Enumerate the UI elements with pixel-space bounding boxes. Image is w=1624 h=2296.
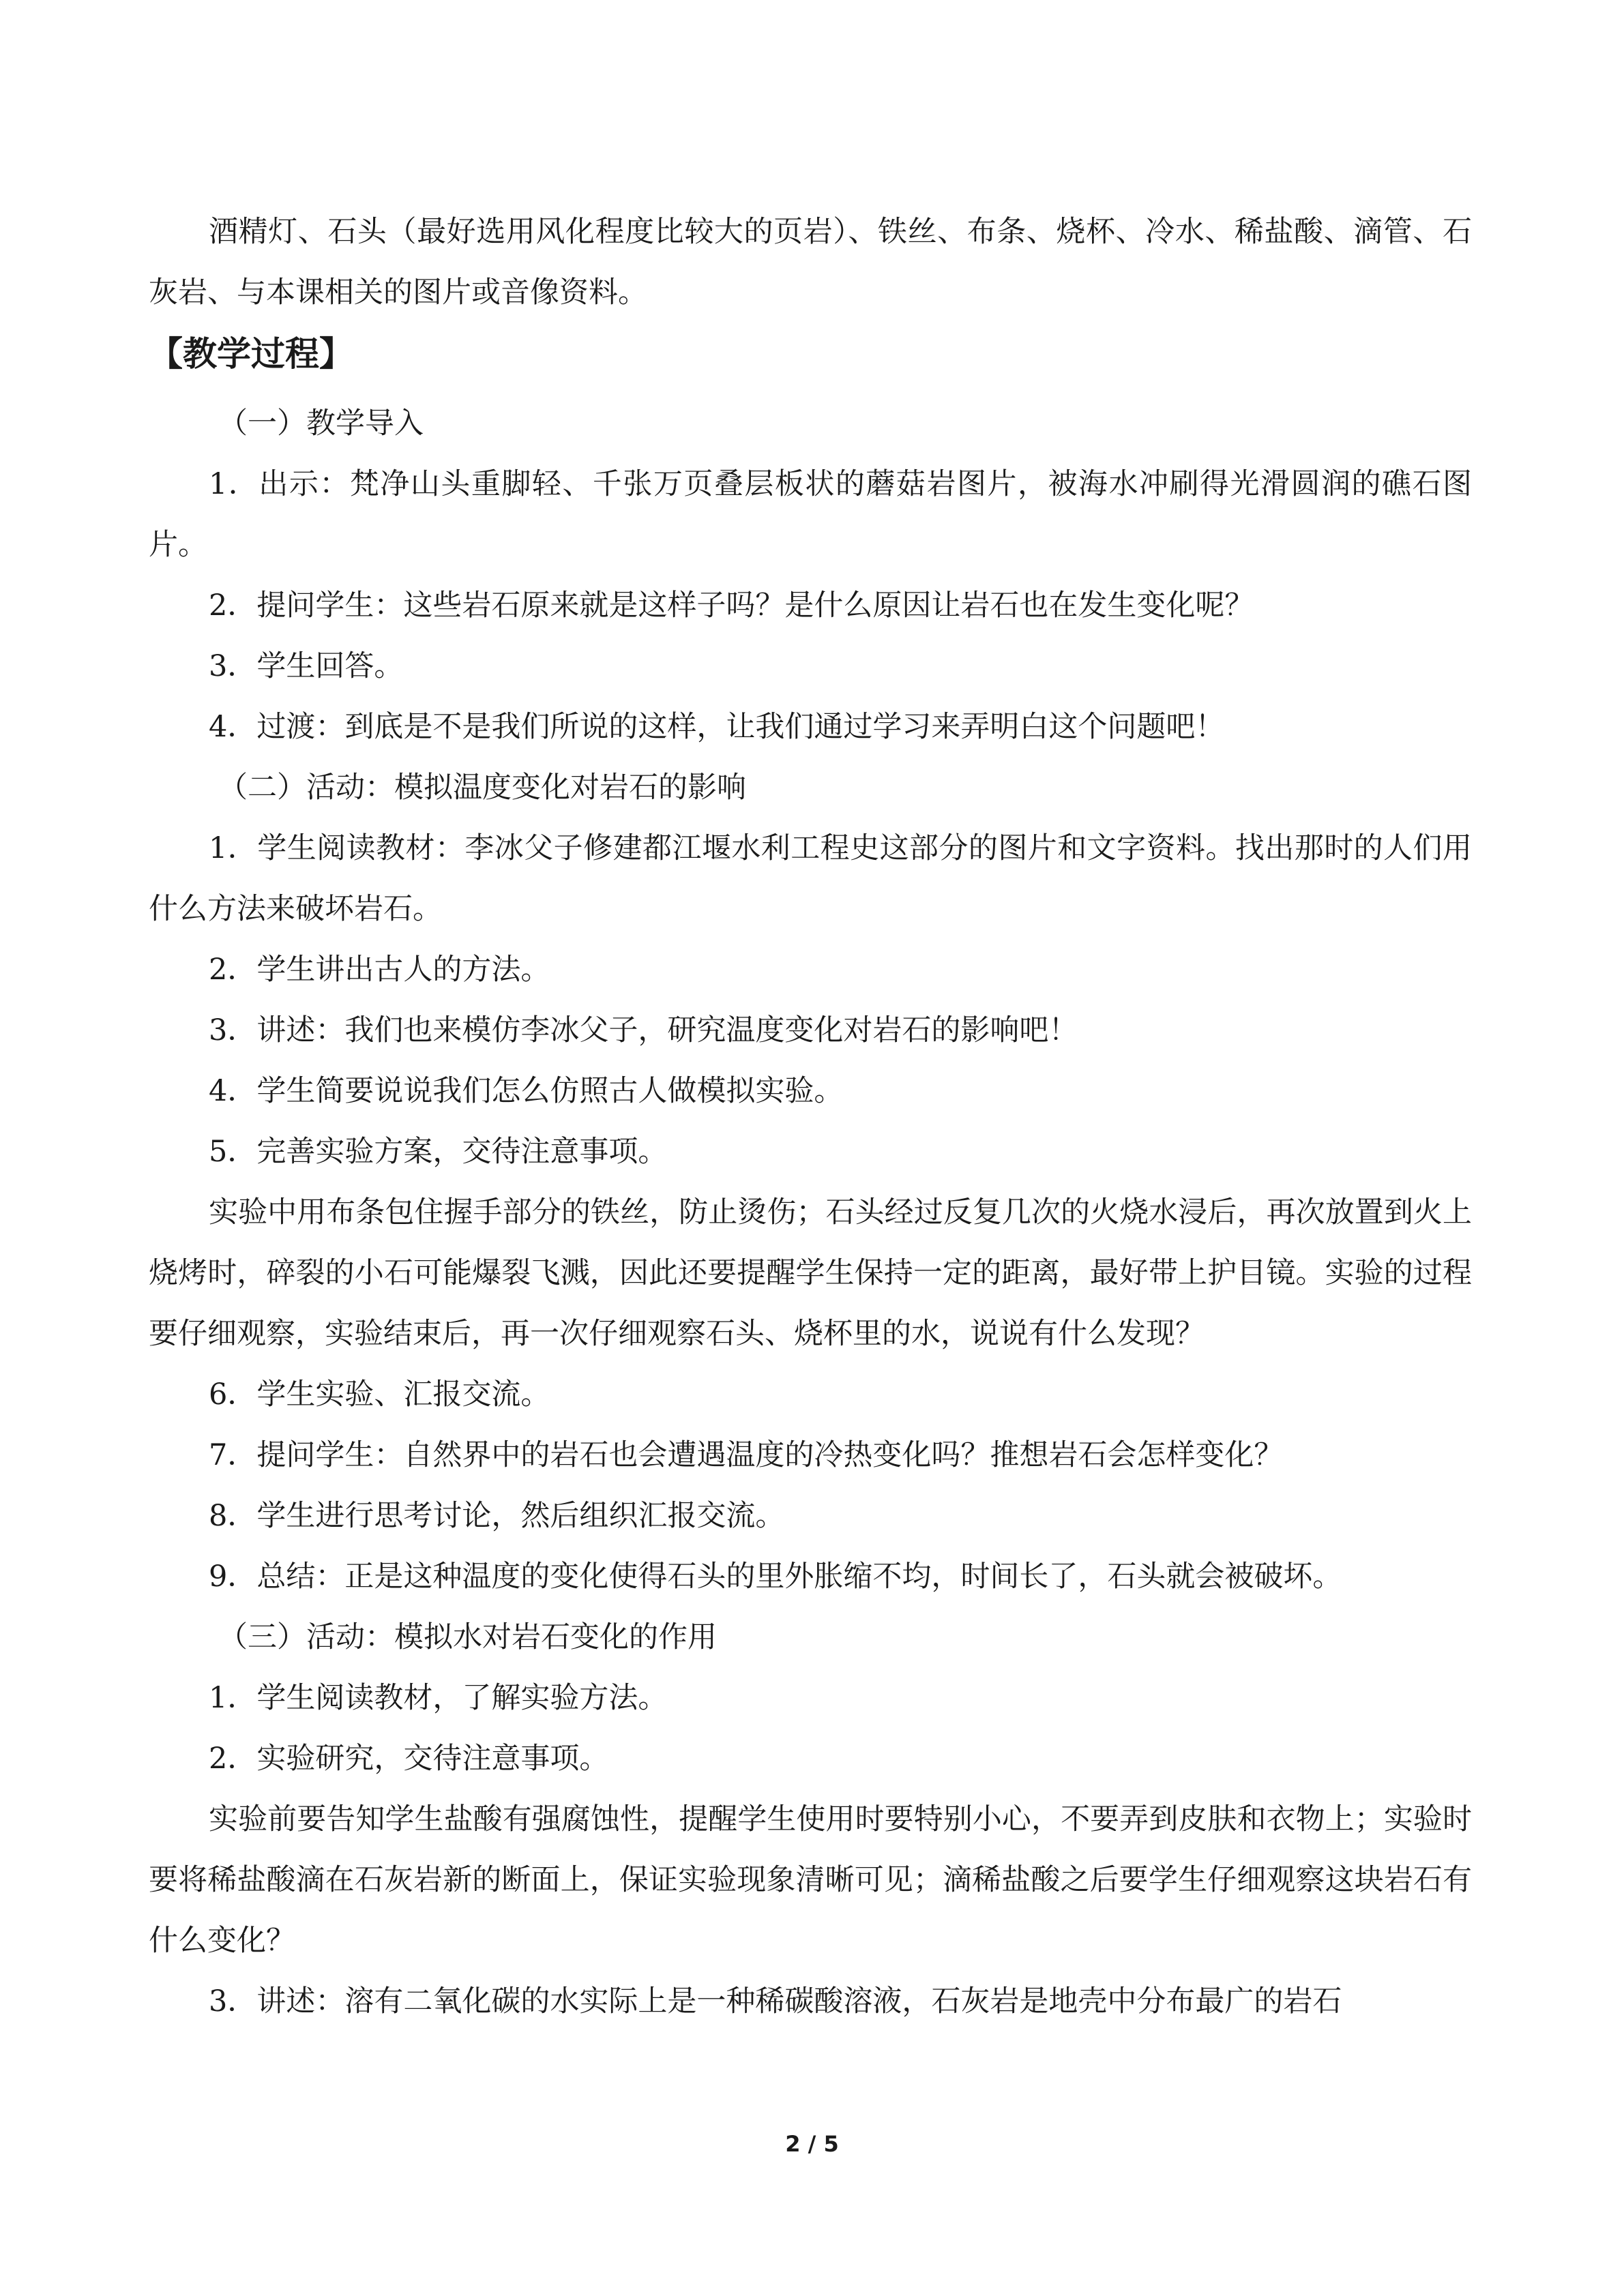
list-item: 1．学生阅读教材：李冰父子修建都江堰水利工程史这部分的图片和文字资料。找出那时的人们用什么方法来破坏岩石。 — [149, 831, 1472, 926]
subsection-title-water: （三）活动：模拟水对岩石变化的作用 — [218, 1620, 717, 1654]
list-item: 1．学生阅读教材，了解实验方法。 — [209, 1681, 668, 1715]
list-item: 2．实验研究，交待注意事项。 — [209, 1742, 609, 1776]
list-item: 6．学生实验、汇报交流。 — [209, 1377, 550, 1412]
list-item: 3．讲述：我们也来模仿李冰父子，研究温度变化对岩石的影响吧！ — [209, 1013, 1078, 1047]
subsection-title-intro: （一）教学导入 — [218, 406, 424, 441]
list-item: 4．过渡：到底是不是我们所说的这样，让我们通过学习来弄明白这个问题吧！ — [209, 710, 1225, 744]
list-item: 9．总结：正是这种温度的变化使得石头的里外胀缩不均，时间长了，石头就会被破坏。 — [209, 1560, 1342, 1594]
list-item: 7．提问学生：自然界中的岩石也会遭遇温度的冷热变化吗？推想岩石会怎样变化？ — [209, 1438, 1284, 1472]
section-heading-teaching-process: 【教学过程】 — [149, 334, 353, 374]
body-paragraph: 实验前要告知学生盐酸有强腐蚀性，提醒学生使用时要特别小心，不要弄到皮肤和衣物上；实验时要将稀盐酸滴在石灰岩新的断面上，保证实验现象清晰可见；滴稀盐酸之后要学生仔细观察这块岩石有什么变化？ — [149, 1802, 1472, 1958]
list-item: 3．讲述：溶有二氧化碳的水实际上是一种稀碳酸溶液，石灰岩是地壳中分布最广的岩石 — [209, 1984, 1342, 2018]
body-paragraph: 实验中用布条包住握手部分的铁丝，防止烫伤；石头经过反复几次的火烧水浸后，再次放置到火上烧烤时，碎裂的小石可能爆裂飞溅，因此还要提醒学生保持一定的距离，最好带上护目镜。实验的过程要仔细观察，实验结束后，再一次仔细观察石头、烧杯里的水，说说有什么发现？ — [149, 1195, 1472, 1351]
list-item: 8．学生进行思考讨论，然后组织汇报交流。 — [209, 1499, 785, 1533]
list-item: 4．学生简要说说我们怎么仿照古人做模拟实验。 — [209, 1074, 844, 1108]
materials-paragraph: 酒精灯、石头（最好选用风化程度比较大的页岩）、铁丝、布条、烧杯、冷水、稀盐酸、滴管、石灰岩、与本课相关的图片或音像资料。 — [149, 215, 1472, 310]
list-item: 3．学生回答。 — [209, 649, 404, 683]
list-item: 1．出示：梵净山头重脚轻、千张万页叠层板状的蘑菇岩图片，被海水冲刷得光滑圆润的礁石图片。 — [149, 467, 1472, 562]
list-item: 2．学生讲出古人的方法。 — [209, 953, 550, 987]
list-item: 5．完善实验方案，交待注意事项。 — [209, 1135, 668, 1169]
page-number: 2 / 5 — [785, 2131, 839, 2157]
subsection-title-temperature: （二）活动：模拟温度变化对岩石的影响 — [218, 771, 746, 805]
list-item: 2．提问学生：这些岩石原来就是这样子吗？是什么原因让岩石也在发生变化呢？ — [209, 588, 1254, 623]
document-body — [149, 202, 1472, 2032]
